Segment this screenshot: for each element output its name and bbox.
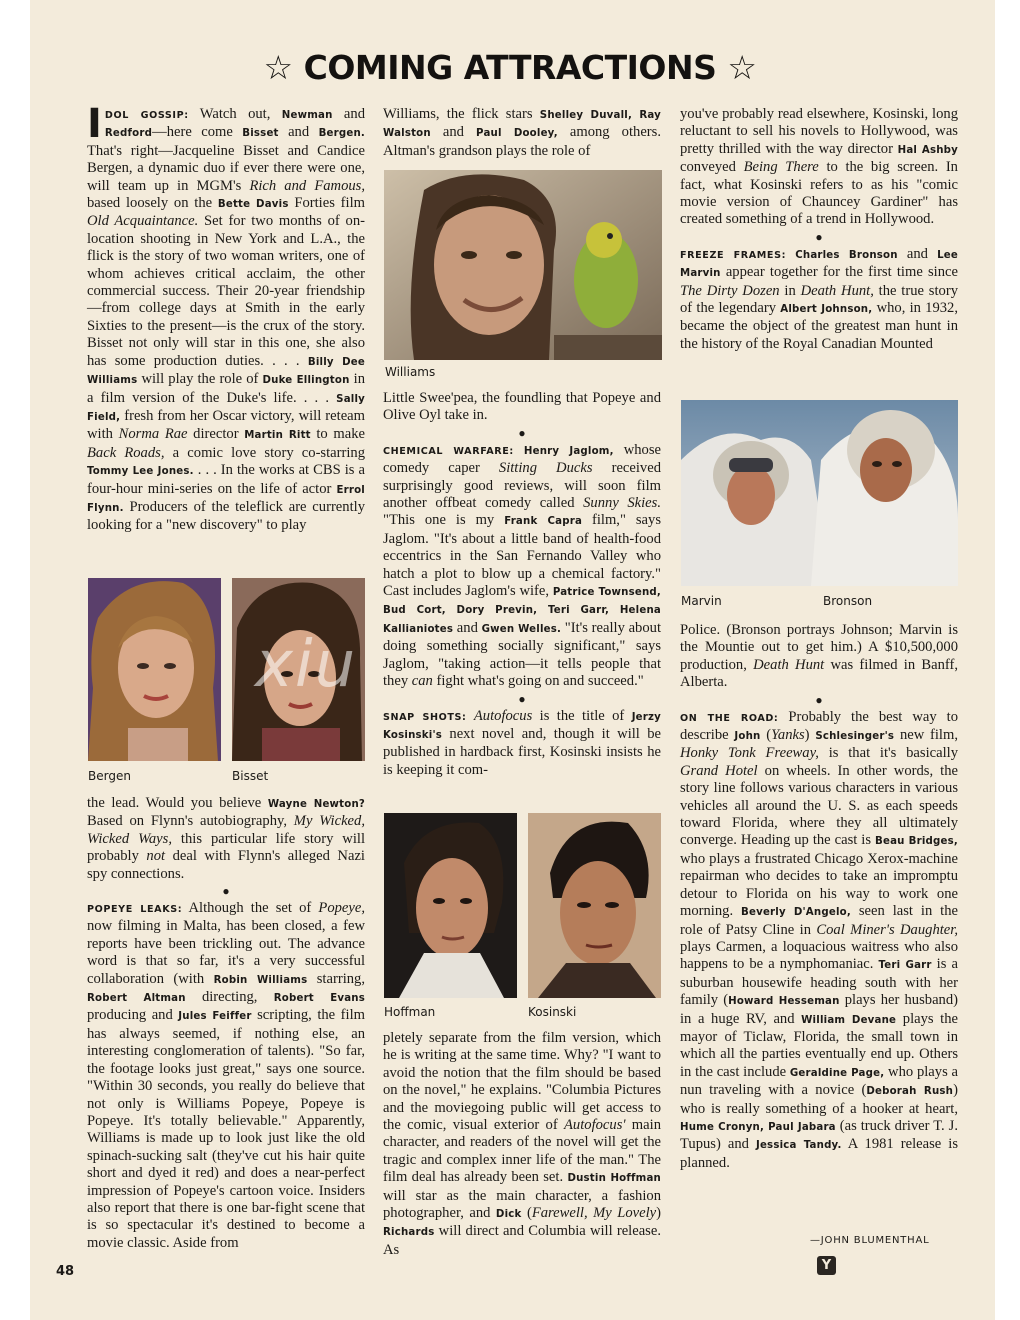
italic-title: Rich and Famous, <box>249 177 365 194</box>
bergen-photo <box>88 578 221 761</box>
italic-title: Death Hunt, <box>800 282 874 299</box>
name-mention: Redford <box>104 128 153 140</box>
article-paragraph: the lead. Would you believe Wayne Newton? Based on Flynn's autobiography, My Wicked, Wicked Ways, this particular life story will probably not deal with Flynn's alleged Nazi spy connections. <box>87 795 366 882</box>
name-mention: Robert Altman <box>87 993 186 1005</box>
death-hunt-photo <box>681 400 958 586</box>
article-paragraph: you've probably read elsewhere, Kosinski, long reluctant to sell his novels to Hollywood, was pretty thrilled with the way director Hal Ashby conveyed Being There to the big screen. In fact, what Kosinski refers to as his "comic movie version of Chauncey Gardiner" has created something of a trend in Hollywood. <box>680 106 959 228</box>
article-paragraph: CHEMICAL WARFARE: Henry Jaglom, whose comedy caper Sitting Ducks received surprisingly good reviews, will soon film another offbeat comedy called Sunny Skies. "This one is my Frank Capra film," says Jaglom. "It's about a little band of health-food eccentrics in the San Fernando Valley who hatch a plot to blow up a chemical factory." Cast includes Jaglom's wife, Patrice Townsend, Bud Cort, Dory Previn, Teri Garr, Helena Kallianiotes and Gwen Welles. "It's really about doing something socially significant," says Jaglom, "taking action—it tells people that they can fight what's going on and succeed." <box>383 441 662 690</box>
italic-title: Coal Miner's Daughter, <box>816 921 958 938</box>
photo-caption: Williams <box>385 365 436 379</box>
italic-title: Norma Rae <box>118 426 188 443</box>
hoffman-photo <box>384 813 517 998</box>
name-mention: Teri Garr <box>878 960 932 972</box>
photo-caption: Bisset <box>232 769 269 783</box>
column-2-mid <box>383 390 661 779</box>
name-mention: Billy Dee Williams <box>87 356 365 387</box>
name-mention: Henry Jaglom, <box>523 445 614 457</box>
italic-title: The Dirty Dozen <box>680 282 780 299</box>
italic-title: Back Roads, <box>87 444 165 461</box>
name-mention: Duke Ellington <box>262 375 350 387</box>
column-2-continued <box>383 1030 661 1259</box>
italic-title: Autofocus <box>473 707 533 724</box>
column-2 <box>383 106 661 160</box>
name-mention: Schlesinger's <box>815 731 895 743</box>
name-mention: Paul Dooley, <box>476 128 558 140</box>
section-bullet: ● <box>518 425 526 440</box>
italic-title: Yanks <box>771 727 805 744</box>
name-mention: Jules Feiffer <box>178 1011 252 1023</box>
italic-title: Being There <box>743 159 819 176</box>
name-mention: Frank Capra <box>504 516 583 528</box>
italic-title: Autofocus' <box>564 1117 626 1134</box>
drop-cap: I <box>87 101 102 147</box>
italic-title: not <box>146 848 166 865</box>
section-bullet: ● <box>815 229 823 244</box>
article-paragraph: POPEYE LEAKS: Although the set of Popeye, now filming in Malta, has been closed, a few reports have been trickling out. The advance word is that so far, it's a very successful collaboration (with Robin Williams starring, Robert Altman directing, Robert Evans producing and Jules Feiffer scripting, the film has always seemed, if nothing else, an interesting conglomeration of talents). "So far, the footage looks just great," says one source. "Within 30 seconds, you really do believe that not only is Williams Popeye, Popeye is Popeye. It's totally believable." Apparently, Williams is made up to look just like the old spinach-sucking salt (they've cut his hair quite short and dyed it red) and does a near-perfect impression of Popeye's cartoon voice. Insiders also report that there is one bar-fight scene that is so spectacular it's destined to become a movie classic. Aside from <box>87 900 365 1251</box>
section-kicker: POPEYE LEAKS: <box>87 904 183 916</box>
italic-title: Old Acquaintance. <box>87 213 199 230</box>
name-mention: Jerzy Kosinski's <box>383 711 661 741</box>
name-mention: Lee Marvin <box>680 249 959 280</box>
name-mention: Deborah Rush <box>866 1086 954 1098</box>
photo-caption: Bergen <box>88 769 131 783</box>
section-bullet: ● <box>815 692 823 707</box>
italic-title: Sunny Skies. <box>583 495 661 512</box>
article-paragraph: Police. (Bronson portrays Johnson; Marvin is the Mountie out to get him.) A $10,500,000 production, Death Hunt was filmed in Banff, Alberta. <box>680 622 958 691</box>
name-mention: Dustin Hoffman <box>567 1173 661 1185</box>
article-paragraph: ON THE ROAD: Probably the best way to describe John (Yanks) Schlesinger's new film, Honky Tonk Freeway, is that it's basically Grand Hotel on wheels. In other words, the story line follows various characters in various vehicles all around the U. S. as each speeds toward Florida, where they all ultimately converge. Heading up the cast is Beau Bridges, who plays a frustrated Chicago Xerox-machine repairman who decides to take an impromptu detour to Florida on his way to work one morning. Beverly D'Angelo, seen last in the role of Patsy Cline in Coal Miner's Daughter, plays Carmen, a loquacious waitress who also happens to be a nymphomaniac. Teri Garr is a suburban housewife heading south with her family (Howard Hesseman plays her husband) in a huge RV, and William Devane plays the mayor of Ticlaw, Florida, the small town in which all the parties eventually end up. Others in the cast include Geraldine Page, who plays a nun traveling with a novice (Deborah Rush) who is really something of a hooker at heart, Hume Cronyn, Paul Jabara (as truck driver T. J. Tupus) and Jessica Tandy. A 1981 release is planned. <box>680 708 959 1171</box>
section-bullet: ● <box>222 884 230 899</box>
article-paragraph: FREEZE FRAMES: Charles Bronson and Lee Marvin appear together for the first time since The Dirty Dozen in Death Hunt, the true story of the legendary Albert Johnson, who, in 1932, became the object of the greatest man hunt in the history of the Royal Canadian Mounted <box>680 245 959 352</box>
page-title: ☆ COMING ATTRACTIONS ☆ <box>263 48 757 87</box>
photo-caption: Bronson <box>823 594 873 608</box>
watermark-text: xiu <box>255 628 358 702</box>
playboy-rabbit-icon: Y <box>817 1256 836 1275</box>
name-mention: Bisset <box>242 128 279 140</box>
photo-caption: Marvin <box>681 594 722 608</box>
name-mention: Dick <box>495 1209 522 1221</box>
photo-caption: Kosinski <box>528 1005 577 1019</box>
page-number: 48 <box>56 1264 75 1279</box>
section-kicker: DOL GOSSIP: <box>104 110 189 121</box>
article-paragraph: Little Swee'pea, the foundling that Popeye and Olive Oyl take in. <box>383 390 661 424</box>
name-mention: Hume Cronyn, Paul Jabara <box>680 1121 836 1133</box>
section-kicker: SNAP SHOTS: <box>383 711 467 723</box>
name-mention: Robert Evans <box>273 993 365 1005</box>
name-mention: John <box>734 731 761 743</box>
name-mention: Newman <box>281 110 333 121</box>
name-mention: Martin Ritt <box>244 430 311 442</box>
name-mention: Wayne Newton? <box>267 799 366 810</box>
name-mention: Gwen Welles. <box>481 623 562 635</box>
italic-title: Sitting Ducks <box>498 460 593 477</box>
italic-title: Honky Tonk Freeway, <box>680 745 819 762</box>
column-3-mid <box>680 622 958 1172</box>
italic-title: Popeye, <box>318 900 365 917</box>
name-mention: Charles Bronson <box>795 249 898 261</box>
name-mention: Sally Field, <box>87 393 365 423</box>
section-kicker: FREEZE FRAMES: <box>680 249 787 261</box>
name-mention: Errol Flynn. <box>87 484 365 514</box>
name-mention: Albert Johnson, <box>780 304 873 316</box>
column-1 <box>87 101 366 535</box>
kosinski-photo <box>528 813 661 998</box>
name-mention: Howard Hesseman <box>728 996 840 1008</box>
name-mention: Richards <box>383 1227 435 1239</box>
name-mention: Beverly D'Angelo, <box>741 907 851 919</box>
section-bullet: ● <box>518 691 526 706</box>
italic-title: Grand Hotel <box>680 762 758 779</box>
name-mention: Bette Davis <box>217 199 289 211</box>
article-paragraph: DOL GOSSIP: Watch out, Newman and Redford—here come Bisset and Bergen. That's right—Jacqueline Bisset and Candice Bergen, a dynamic duo if ever there were one, will team up in MGM's Rich and Famous, based loosely on the Bette Davis Forties film Old Acquaintance. Set for two months of on-location shooting in New York and L.A., the flick is the story of two woman writers, one of whom achieves critical acclaim, the other commercial success. Their 20-year friendship—from college days at Smith in the early Sixties to the present—is the crux of the story. Bisset not only will star in this one, she also has some production duties. . . . Billy Dee Williams will play the role of Duke Ellington in a film version of the Duke's life. . . . Sally Field, fresh from her Oscar victory, will reteam with Norma Rae director Martin Ritt to make Back Roads, a comic love story co-starring Tommy Lee Jones. . . . In the works at CBS is a four-hour mini-series on the life of actor Errol Flynn. Producers of the teleflick are currently looking for a "new discovery" to play <box>87 106 366 534</box>
author-byline: —JOHN BLUMENTHAL <box>810 1235 930 1246</box>
name-mention: Shelley Duvall, Ray Walston <box>383 110 661 140</box>
article-paragraph: SNAP SHOTS: Autofocus is the title of Jerzy Kosinski's next novel and, though it will be published in hardback first, Kosinski insists he is keeping it com- <box>383 707 661 778</box>
italic-title: My Wicked, Wicked Ways, <box>87 813 365 847</box>
italic-title: can <box>411 673 433 690</box>
name-mention: Jessica Tandy. <box>755 1140 842 1152</box>
name-mention: Bergen. <box>318 128 366 140</box>
photo-caption: Hoffman <box>384 1005 436 1019</box>
article-paragraph: Williams, the flick stars Shelley Duvall, Ray Walston and Paul Dooley, among others. Altman's grandson plays the role of <box>383 106 661 159</box>
italic-title: Farewell, My Lovely <box>531 1205 657 1222</box>
williams-photo <box>384 170 662 360</box>
name-mention: Geraldine Page, <box>789 1067 885 1079</box>
column-3 <box>680 106 958 353</box>
name-mention: Beau Bridges, <box>875 836 958 848</box>
name-mention: Patrice Townsend, Bud Cort, Dory Previn, Teri Garr, Helena Kallianiotes <box>383 587 661 635</box>
column-1-continued <box>87 795 365 1252</box>
section-kicker: CHEMICAL WARFARE: <box>383 445 514 457</box>
name-mention: William Devane <box>801 1014 897 1026</box>
article-paragraph: pletely separate from the film version, which he is writing at the same time. Why? "I want to avoid the notion that the film should be based on the novel," he explains. "Columbia Pictures and the moviegoing public will get access to the comic, visual exterior of Autofocus' main character, and readers of the novel will get the tragic and complex inner life of the man." The film deal has already been set. Dustin Hoffman will star as the main character, a fashion photographer, and Dick (Farewell, My Lovely) Richards will direct and Columbia will release. As <box>383 1030 661 1258</box>
name-mention: Tommy Lee Jones. <box>87 466 194 478</box>
name-mention: Robin Williams <box>213 974 308 986</box>
section-kicker: ON THE ROAD: <box>680 712 779 724</box>
italic-title: Death Hunt <box>753 656 825 673</box>
name-mention: Hal Ashby <box>897 144 959 156</box>
